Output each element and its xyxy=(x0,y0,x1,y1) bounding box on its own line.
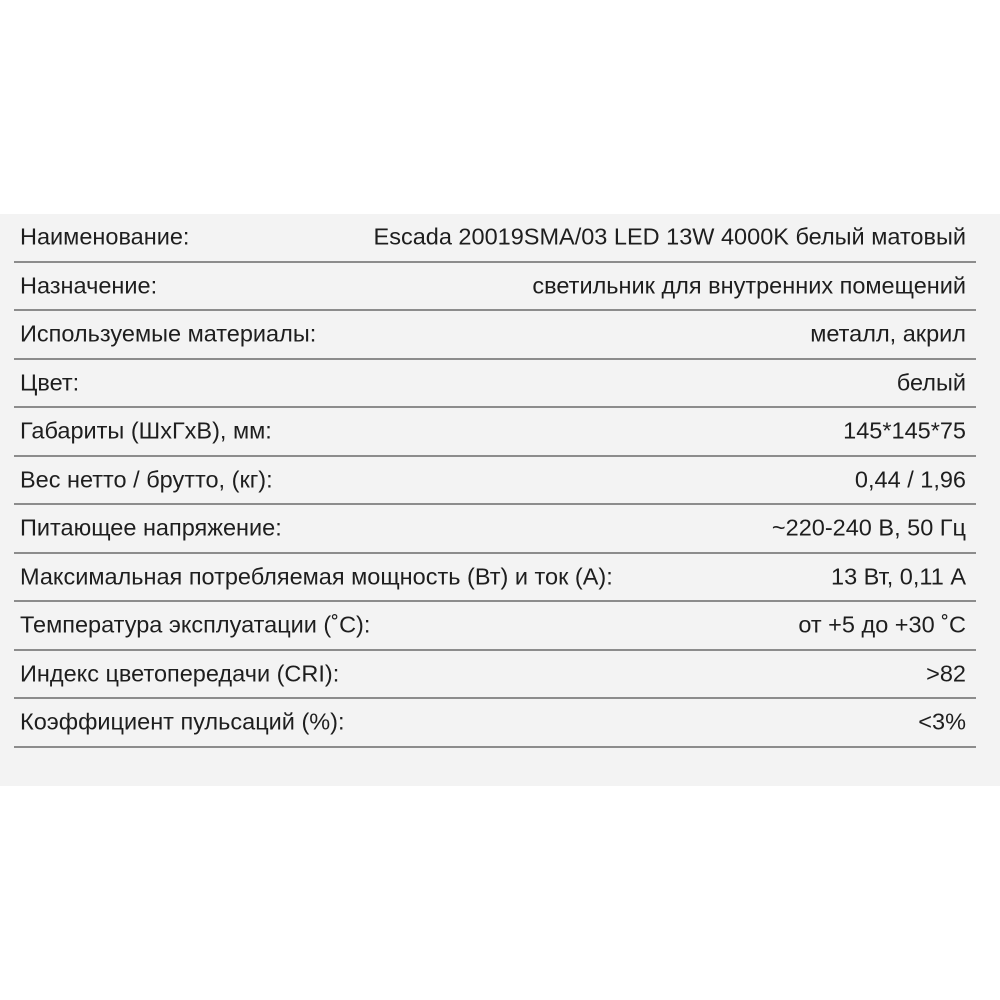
spec-row-purpose xyxy=(14,263,976,312)
spec-row-cri xyxy=(14,651,976,700)
spec-value: металл, акрил xyxy=(810,320,966,347)
spec-row-color xyxy=(14,360,976,409)
spec-row-materials xyxy=(14,311,976,360)
spec-label: Вес нетто / брутто, (кг): xyxy=(20,466,273,492)
spec-value: светильник для внутренних помещений xyxy=(532,272,966,298)
spec-label: Используемые материалы: xyxy=(20,320,317,347)
spec-value: <3% xyxy=(918,708,966,735)
spec-label-card xyxy=(0,214,1000,786)
spec-label: Температура эксплуатации (˚C): xyxy=(20,611,371,638)
spec-value: ~220-240 В, 50 Гц xyxy=(771,514,966,541)
spec-row-name xyxy=(14,214,976,263)
spec-row-weight xyxy=(14,457,976,506)
spec-row-dimensions xyxy=(14,408,976,457)
spec-label: Индекс цветопередачи (CRI): xyxy=(20,660,340,686)
spec-value: Escada 20019SMA/03 LED 13W 4000K белый матовый xyxy=(373,223,966,250)
spec-value: >82 xyxy=(926,660,966,686)
spec-value: 13 Вт, 0,11 А xyxy=(831,563,966,589)
spec-value: 145*145*75 xyxy=(843,417,966,444)
spec-value: 0,44 / 1,96 xyxy=(854,466,966,492)
spec-label: Назначение: xyxy=(20,272,158,298)
spec-row-temperature xyxy=(14,602,976,651)
spec-label: Цвет: xyxy=(20,369,80,395)
spec-label: Наименование: xyxy=(20,223,190,250)
spec-label: Максимальная потребляемая мощность (Вт) и ток (А): xyxy=(20,563,613,589)
spec-value: белый xyxy=(896,369,966,395)
spec-row-power xyxy=(14,554,976,603)
spec-row-voltage xyxy=(14,505,976,554)
spec-table xyxy=(14,214,976,748)
spec-value: от +5 до +30 ˚С xyxy=(798,611,966,638)
spec-label: Габариты (ШхГхВ), мм: xyxy=(20,417,272,444)
spec-label: Коэффициент пульсаций (%): xyxy=(20,708,345,735)
spec-label: Питающее напряжение: xyxy=(20,514,282,541)
spec-row-ripple xyxy=(14,699,976,748)
